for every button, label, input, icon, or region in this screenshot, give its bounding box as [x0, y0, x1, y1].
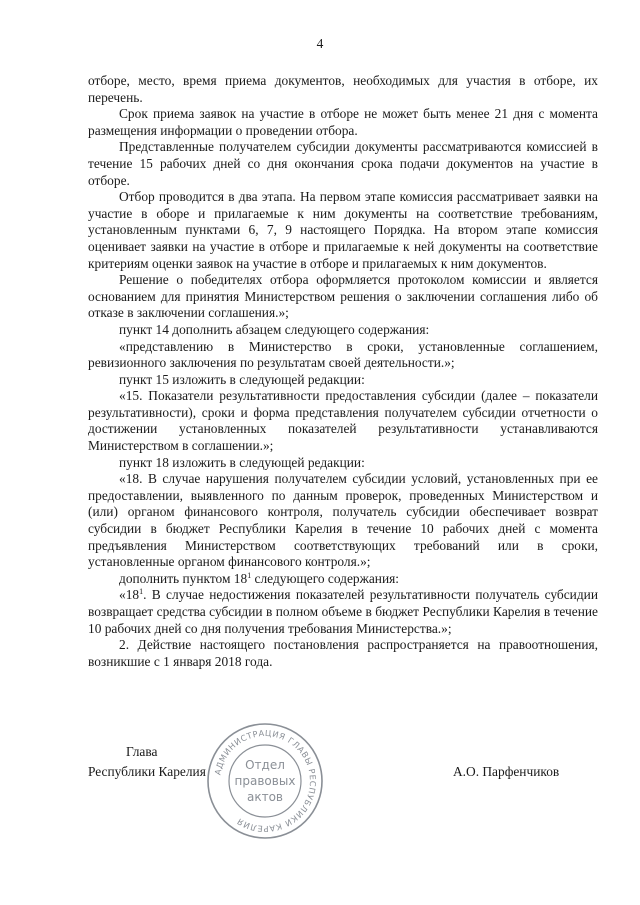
paragraph-13-text-b: . В случае недостижения показателей результативности получатель субсидии возвращает средства субсидии в полном объеме в бюджет Республики Карелия в течение 10 рабочих дней со дня получения требования Министерства.»; — [88, 587, 598, 636]
paragraph-10: пункт 18 изложить в следующей редакции: — [119, 454, 365, 470]
paragraph-5: Решение о победителях отбора оформляется протоколом комиссии и является основанием для принятия Министерством решения о заключении соглашения либо об отказе в заключении соглашения.»; — [88, 272, 598, 321]
paragraph-9: «15. Показатели результативности предоставления субсидии (далее – показатели результативности), сроки и форма представления получателем субсидии отчетности о достижении установленных показателей результативности устанавливаются Министерством в соглашении.»; — [88, 388, 598, 454]
paragraph-13-text-a: «18 — [119, 587, 140, 603]
superscript-1: 1 — [247, 570, 252, 580]
document-body — [88, 73, 598, 670]
paragraph-7: «представлению в Министерство в сроки, установленные соглашением, ревизионного заключения по результатам своей деятельности.»; — [88, 338, 598, 371]
seal-ring-text: АДМИНИСТРАЦИЯ ГЛАВЫ РЕСПУБЛИКИ КАРЕЛИЯ — [212, 727, 319, 835]
signature-name: А.О. Парфенчиков — [453, 764, 560, 779]
paragraph-12-text-b: следующего содержания: — [251, 570, 400, 586]
paragraph-3: Представленные получателем субсидии документы рассматриваются комиссией в течение 15 рабочих дней со дня окончания срока подачи документов на участие в отборе. — [88, 139, 598, 188]
seal-center-line-2: правовых — [234, 774, 296, 788]
paragraph-6: пункт 14 дополнить абзацем следующего содержания: — [119, 321, 430, 337]
paragraph-1: отборе, место, время приема документов, необходимых для участия в отборе, их перечень. — [88, 73, 598, 105]
paragraph-13 — [88, 587, 598, 637]
paragraph-2: Срок приема заявок на участие в отборе не может быть менее 21 дня с момента размещения информации о проведении отбора. — [88, 106, 598, 138]
paragraph-8: пункт 15 изложить в следующей редакции: — [119, 371, 365, 387]
signature-title: Глава — [126, 744, 158, 759]
seal-stamp — [205, 721, 325, 841]
paragraph-4: Отбор проводится в два этапа. На первом этапе комиссия рассматривает заявки на участие в оборе и прилагаемые к ним документы на соответствие требованиям, установленным пунктами 6, 7, 9 настоящего Порядка. На втором этапе комиссия оценивает заявки на участие в отборе и прилагаемые к ней документы на соответствие критериям оценки заявок на участие в отборе и прилагаемых к ним документов. — [88, 189, 598, 271]
seal-center-line-1: Отдел — [245, 758, 285, 772]
paragraph-11: «18. В случае нарушения получателем субсидии условий, установленных при ее предоставлении, выявленного по данным проверок, проведенных Министерством и (или) органом финансового контроля, получатель субсидии обеспечивает возврат субсидии в бюджет Республики Карелия в течение 10 рабочих дней с момента предъявления Министерством соответствующих требований или в сроки, установленные органом финансового контроля.»; — [88, 471, 598, 570]
superscript-1b: 1 — [139, 587, 144, 597]
paragraph-14: 2. Действие настоящего постановления распространяется на правоотношения, возникшие с 1 января 2018 года. — [88, 637, 598, 669]
signature-region: Республики Карелия — [88, 764, 206, 779]
paragraph-12-text-a: дополнить пунктом 18 — [119, 570, 248, 586]
seal-center-line-3: актов — [246, 790, 284, 804]
paragraph-12 — [88, 571, 598, 588]
page-number: 4 — [316, 36, 324, 51]
